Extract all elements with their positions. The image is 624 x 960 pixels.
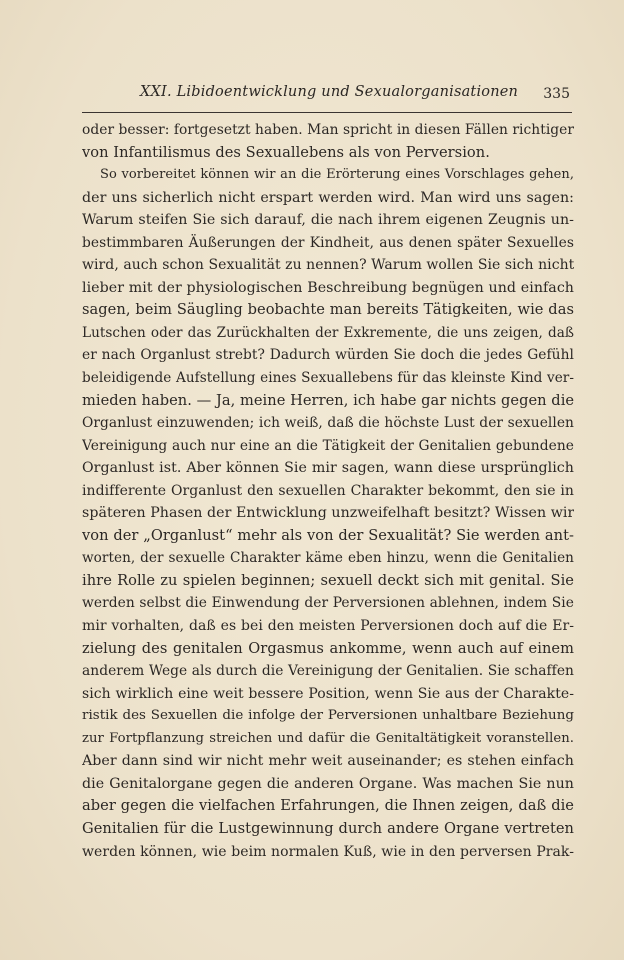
text-line: worten, der sexuelle Charakter käme eben hinzu, wenn die Genitalien bbox=[82, 550, 574, 567]
text-line: werden können, wie beim normalen Kuß, wie in den perversen Prak- bbox=[82, 843, 574, 860]
text-line: Warum steifen Sie sich darauf, die nach ihrem eigenen Zeugnis un- bbox=[82, 212, 574, 229]
running-header bbox=[140, 84, 580, 106]
text-line: Organlust einzuwenden; ich weiß, daß die höchste Lust der sexuellen bbox=[82, 415, 574, 432]
text-line: anderem Wege als durch die Vereinigung der Genitalien. Sie schaffen bbox=[82, 663, 574, 680]
text-line: Genitalien für die Lustgewinnung durch andere Organe vertreten bbox=[82, 819, 574, 837]
header-rule bbox=[82, 112, 572, 113]
body-text bbox=[82, 119, 574, 863]
text-line: oder besser: fortgesetzt haben. Man spricht in diesen Fällen richtiger bbox=[82, 122, 574, 138]
text-line: der uns sicherlich nicht erspart werden wird. Man wird uns sagen: bbox=[82, 189, 574, 206]
text-line: aber gegen die vielfachen Erfahrungen, die Ihnen zeigen, daß die bbox=[82, 797, 574, 815]
text-line: So vorbereitet können wir an die Erörterung eines Vorschlages gehen, bbox=[100, 167, 574, 183]
text-line: er nach Organlust strebt? Dadurch würden Sie doch die jedes Gefühl bbox=[82, 347, 574, 364]
text-line: die Genitalorgane gegen die anderen Organe. Was machen Sie nun bbox=[82, 775, 574, 792]
chapter-title: XXI. Libidoentwicklung und Sexualorganisationen bbox=[140, 84, 519, 100]
text-line: mieden haben. — Ja, meine Herren, ich habe gar nichts gegen die bbox=[82, 391, 574, 409]
text-line: beleidigende Aufstellung eines Sexuallebens für das kleinste Kind ver- bbox=[82, 370, 574, 387]
text-line: mir vorhalten, daß es bei den meisten Perversionen doch auf die Er- bbox=[82, 618, 574, 635]
text-line: indifferente Organlust den sexuellen Charakter bekommt, den sie in bbox=[82, 482, 574, 499]
page-number: 335 bbox=[543, 86, 570, 102]
text-line: ristik des Sexuellen die infolge der Perversionen unhaltbare Beziehung bbox=[82, 708, 574, 724]
text-line: von Infantilismus des Sexuallebens als von Perversion. bbox=[82, 143, 490, 161]
text-line: sagen, beim Säugling beobachte man bereits Tätigkeiten, wie das bbox=[82, 301, 574, 319]
text-line: späteren Phasen der Entwicklung unzweifelhaft besitzt? Wissen wir bbox=[82, 505, 574, 522]
text-line: ihre Rolle zu spielen beginnen; sexuell deckt sich mit genital. Sie bbox=[82, 571, 574, 589]
text-line: von der „Organlust“ mehr als von der Sexualität? Sie werden ant- bbox=[82, 526, 574, 544]
text-line: lieber mit der physiologischen Beschreibung begnügen und einfach bbox=[82, 279, 574, 296]
text-line: sich wirklich eine weit bessere Position, wenn Sie aus der Charakte- bbox=[82, 685, 574, 702]
text-line: Aber dann sind wir nicht mehr weit auseinander; es stehen einfach bbox=[82, 753, 574, 770]
text-line: bestimmbaren Äußerungen der Kindheit, aus denen später Sexuelles bbox=[82, 234, 574, 251]
text-line: werden selbst die Einwendung der Perversionen ablehnen, indem Sie bbox=[82, 595, 574, 612]
text-line: Vereinigung auch nur eine an die Tätigkeit der Genitalien gebundene bbox=[82, 437, 574, 454]
text-line: Organlust ist. Aber können Sie mir sagen, wann diese ursprünglich bbox=[82, 460, 574, 477]
text-line: Lutschen oder das Zurückhalten der Exkremente, die uns zeigen, daß bbox=[82, 324, 574, 341]
text-line: zielung des genitalen Orgasmus ankomme, wenn auch auf einem bbox=[82, 639, 574, 657]
text-line: zur Fortpflanzung streichen und dafür die Genitaltätigkeit voranstellen. bbox=[82, 730, 574, 746]
text-line: wird, auch schon Sexualität zu nennen? Warum wollen Sie sich nicht bbox=[82, 257, 574, 274]
